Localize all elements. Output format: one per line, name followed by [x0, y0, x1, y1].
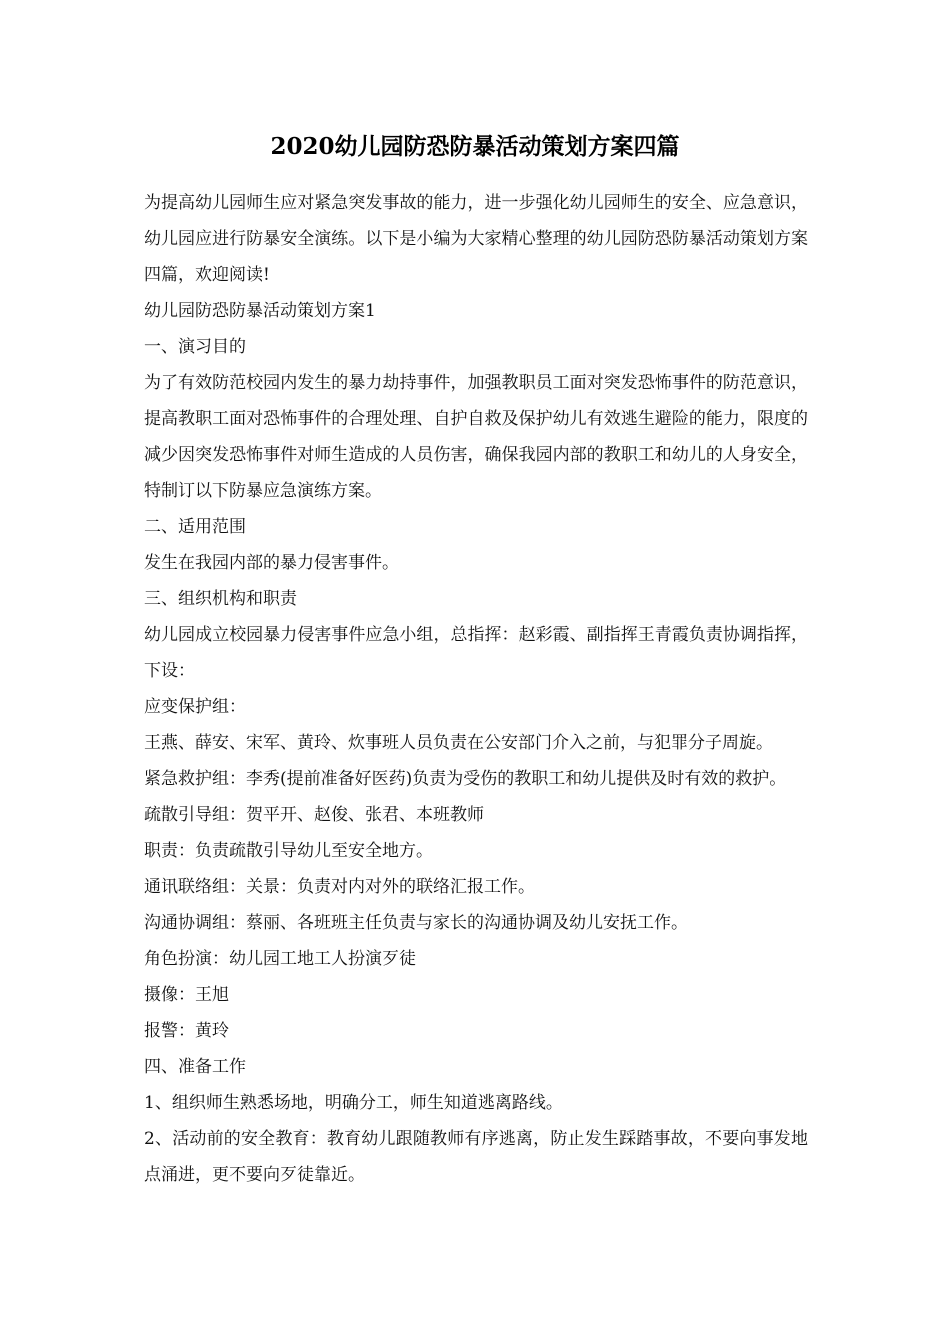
- scope-paragraph: 发生在我园内部的暴力侵害事件。: [144, 553, 399, 573]
- response-group-label: 应变保护组：: [144, 697, 246, 717]
- purpose-paragraph: 为了有效防范校园内发生的暴力劫持事件，加强教职员工面对突发恐怖事件的防范意识，提高教职工面对恐怖事件的合理处理、自护自救及保护幼儿有效逃生避险的能力，限度的减少因突发恐怖事件对师生造成的人员伤害，确保我园内部的教职工和幼儿的人身安全，特制订以下防暴应急演练方案。: [144, 373, 808, 501]
- preparation-item-2: 2、活动前的安全教育：教育幼儿跟随教师有序逃离，防止发生踩踏事故，不要向事发地点涌进，更不要向歹徒靠近。: [144, 1129, 808, 1185]
- evacuation-group-paragraph: 疏散引导组：贺平开、赵俊、张君、本班教师: [144, 805, 484, 825]
- section-heading-purpose: 一、演习目的: [144, 337, 246, 357]
- document-title: 2020幼儿园防恐防暴活动策划方案四篇: [270, 133, 680, 160]
- preparation-item-1: 1、组织师生熟悉场地，明确分工，师生知道逃离路线。: [144, 1093, 563, 1113]
- intro-paragraph: 为提高幼儿园师生应对紧急突发事故的能力，进一步强化幼儿园师生的安全、应急意识，幼儿园应进行防暴安全演练。以下是小编为大家精心整理的幼儿园防恐防暴活动策划方案四篇，欢迎阅读!: [144, 193, 808, 285]
- role-play-paragraph: 角色扮演：幼儿园工地工人扮演歹徒: [144, 949, 416, 969]
- plan-1-heading: 幼儿园防恐防暴活动策划方案1: [144, 301, 376, 321]
- section-heading-preparation: 四、准备工作: [144, 1057, 246, 1077]
- organization-paragraph: 幼儿园成立校园暴力侵害事件应急小组，总指挥：赵彩霞、副指挥王青霞负责协调指挥，下设：: [144, 625, 808, 681]
- response-group-paragraph: 王燕、薛安、宋军、黄玲、炊事班人员负责在公安部门介入之前，与犯罪分子周旋。: [144, 733, 773, 753]
- camera-paragraph: 摄像：王旭: [144, 985, 229, 1005]
- alarm-paragraph: 报警：黄玲: [144, 1021, 229, 1041]
- section-heading-organization: 三、组织机构和职责: [144, 589, 297, 609]
- rescue-group-paragraph: 紧急救护组：李秀(提前准备好医药)负责为受伤的教职工和幼儿提供及时有效的救护。: [144, 769, 787, 789]
- evacuation-duty-paragraph: 职责：负责疏散引导幼儿至安全地方。: [144, 841, 433, 861]
- section-heading-scope: 二、适用范围: [144, 517, 246, 537]
- document-body: [144, 185, 808, 1193]
- coordination-group-paragraph: 沟通协调组：蔡丽、各班班主任负责与家长的沟通协调及幼儿安抚工作。: [144, 913, 688, 933]
- communication-group-paragraph: 通讯联络组：关景：负责对内对外的联络汇报工作。: [144, 877, 535, 897]
